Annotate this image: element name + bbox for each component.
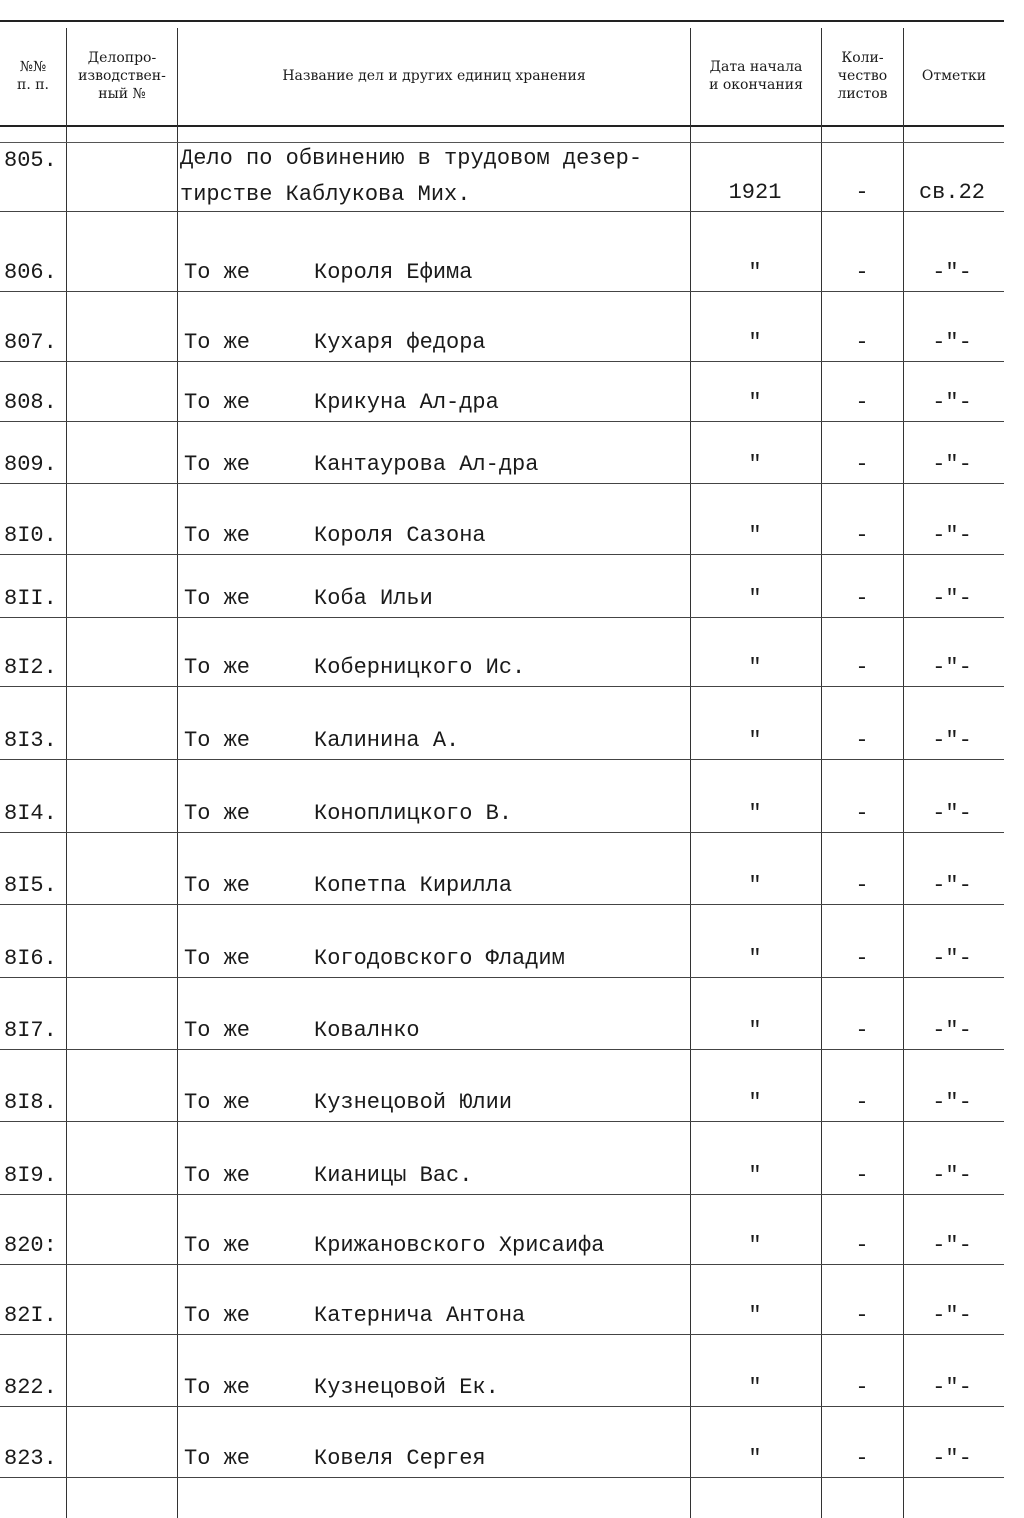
row-rule bbox=[0, 1406, 1004, 1407]
header-top-rule bbox=[0, 20, 1004, 22]
entry-number: 805. bbox=[4, 148, 57, 173]
entry-date: " bbox=[748, 728, 762, 753]
entry-number: 8I2. bbox=[4, 655, 57, 680]
entry-date: " bbox=[748, 1090, 762, 1115]
entry-number: 806. bbox=[4, 260, 57, 285]
entry-date: " bbox=[748, 1163, 762, 1188]
entry-number: 8I6. bbox=[4, 946, 57, 971]
entry-ditto-label: То же bbox=[184, 586, 251, 611]
row-rule bbox=[0, 554, 1004, 555]
entry-ditto-label: То же bbox=[184, 1446, 251, 1471]
row-rule bbox=[0, 904, 1004, 905]
entry-name: Коноплицкого В. bbox=[314, 801, 513, 826]
entry-name: Ковеля Сергея bbox=[314, 1446, 486, 1471]
entry-number: 809. bbox=[4, 452, 57, 477]
entry-date: " bbox=[748, 655, 762, 680]
table-row bbox=[0, 1295, 1004, 1335]
entry-name: Калинина А. bbox=[314, 728, 460, 753]
entry-ditto-label: То же bbox=[184, 1303, 251, 1328]
entry-ditto-label: То же bbox=[184, 260, 251, 285]
table-row bbox=[0, 938, 1004, 978]
header-bottom-rule bbox=[0, 125, 1004, 127]
table-row bbox=[0, 252, 1004, 292]
entry-name: Короля Ефима bbox=[314, 260, 473, 285]
entry-number: 820: bbox=[4, 1233, 57, 1258]
entry-name: Кантаурова Ал-дра bbox=[314, 452, 539, 477]
table-row bbox=[0, 1155, 1004, 1195]
entry-date: 1921 bbox=[728, 180, 782, 205]
row-rule bbox=[0, 361, 1004, 362]
entry-sheets: - bbox=[855, 1018, 869, 1043]
entry-sheets: - bbox=[855, 655, 869, 680]
entry-name: Катернича Антона bbox=[314, 1303, 526, 1328]
entry-ditto-label: То же bbox=[184, 728, 251, 753]
entry-date: " bbox=[748, 523, 762, 548]
entry-date: " bbox=[748, 330, 762, 355]
row-rule bbox=[0, 1194, 1004, 1195]
row-rule bbox=[0, 617, 1004, 618]
entry-sheets: - bbox=[855, 390, 869, 415]
entry-date: " bbox=[748, 586, 762, 611]
entry-name: Коберницкого Ис. bbox=[314, 655, 526, 680]
entry-sheets: - bbox=[855, 1090, 869, 1115]
entry-ditto-label: То же bbox=[184, 452, 251, 477]
entry-sheets: - bbox=[855, 452, 869, 477]
table-row bbox=[0, 1367, 1004, 1407]
entry-ditto-label: То же bbox=[184, 655, 251, 680]
entry-title-line-2: тирстве Каблукова Мих. bbox=[180, 182, 471, 207]
entry-notes: -"- bbox=[932, 1446, 972, 1471]
entry-date: " bbox=[748, 1303, 762, 1328]
entry-notes: -"- bbox=[932, 1233, 972, 1258]
table-row bbox=[0, 1010, 1004, 1050]
entry-number: 823. bbox=[4, 1446, 57, 1471]
entry-number: 808. bbox=[4, 390, 57, 415]
entry-notes: -"- bbox=[932, 1375, 972, 1400]
entry-ditto-label: То же bbox=[184, 1375, 251, 1400]
entry-number: 8II. bbox=[4, 586, 57, 611]
entry-ditto-label: То же bbox=[184, 523, 251, 548]
entry-name: Короля Сазона bbox=[314, 523, 486, 548]
table-row bbox=[0, 865, 1004, 905]
row-rule bbox=[0, 421, 1004, 422]
entry-notes: св.22 bbox=[918, 180, 985, 205]
entry-number: 8I9. bbox=[4, 1163, 57, 1188]
row-rule bbox=[0, 1264, 1004, 1265]
table-row bbox=[0, 322, 1004, 362]
entry-name: Кухаря федора bbox=[314, 330, 486, 355]
row-rule bbox=[0, 291, 1004, 292]
entry-number: 8I3. bbox=[4, 728, 57, 753]
entry-ditto-label: То же bbox=[184, 390, 251, 415]
entry-name: Коба Ильи bbox=[314, 586, 433, 611]
header-notes: Отметки bbox=[921, 68, 987, 84]
entry-ditto-label: То же bbox=[184, 873, 251, 898]
entry-name: Крикуна Ал-дра bbox=[314, 390, 499, 415]
entry-date: " bbox=[748, 1018, 762, 1043]
entry-sheets: - bbox=[855, 1233, 869, 1258]
entry-notes: -"- bbox=[932, 728, 972, 753]
table-row bbox=[0, 578, 1004, 618]
table-row bbox=[0, 515, 1004, 555]
entry-name: Ковалнко bbox=[314, 1018, 420, 1043]
entry-name: Когодовского Фладим bbox=[314, 946, 565, 971]
entry-sheets: - bbox=[855, 260, 869, 285]
header-sheets: Коли- чество листов bbox=[837, 50, 888, 102]
entry-notes: -"- bbox=[932, 655, 972, 680]
entry-number: 807. bbox=[4, 330, 57, 355]
entry-notes: -"- bbox=[932, 1163, 972, 1188]
entry-sheets: - bbox=[855, 523, 869, 548]
table-row bbox=[0, 1438, 1004, 1478]
entry-notes: -"- bbox=[932, 586, 972, 611]
entry-notes: -"- bbox=[932, 1018, 972, 1043]
row-rule bbox=[0, 1334, 1004, 1335]
entry-ditto-label: То же bbox=[184, 1018, 251, 1043]
table-row bbox=[0, 720, 1004, 760]
row-rule bbox=[0, 977, 1004, 978]
entry-notes: -"- bbox=[932, 1090, 972, 1115]
row-rule bbox=[0, 1049, 1004, 1050]
entry-sheets: - bbox=[855, 586, 869, 611]
row-rule bbox=[0, 832, 1004, 833]
row-rule bbox=[0, 483, 1004, 484]
entry-ditto-label: То же bbox=[184, 1163, 251, 1188]
entry-date: " bbox=[748, 452, 762, 477]
entry-date: " bbox=[748, 260, 762, 285]
header-office-number: Делопро- изводствен- ный № bbox=[78, 50, 166, 102]
entry-ditto-label: То же bbox=[184, 946, 251, 971]
entry-title-line-1: Дело по обвинению в трудовом дезер- bbox=[180, 146, 643, 171]
entry-sheets: - bbox=[855, 1303, 869, 1328]
entry-notes: -"- bbox=[932, 873, 972, 898]
entry-date: " bbox=[748, 946, 762, 971]
entry-ditto-label: То же bbox=[184, 330, 251, 355]
entry-name: Кузнецовой Ек. bbox=[314, 1375, 499, 1400]
row-rule bbox=[0, 211, 1004, 212]
entry-sheets: - bbox=[855, 728, 869, 753]
header-number: №№ п. п. bbox=[16, 59, 49, 93]
entry-sheets: - bbox=[855, 1375, 869, 1400]
row-rule bbox=[0, 142, 1004, 143]
entry-notes: -"- bbox=[932, 523, 972, 548]
entry-ditto-label: То же bbox=[184, 1233, 251, 1258]
entry-number: 8I0. bbox=[4, 523, 57, 548]
table-row bbox=[0, 444, 1004, 484]
entry-sheets: - bbox=[855, 801, 869, 826]
entry-notes: -"- bbox=[932, 260, 972, 285]
row-rule bbox=[0, 1121, 1004, 1122]
entry-date: " bbox=[748, 1446, 762, 1471]
entry-notes: -"- bbox=[932, 452, 972, 477]
entry-ditto-label: То же bbox=[184, 1090, 251, 1115]
entry-number: 822. bbox=[4, 1375, 57, 1400]
entry-notes: -"- bbox=[932, 330, 972, 355]
entry-notes: -"- bbox=[932, 1303, 972, 1328]
entry-notes: -"- bbox=[932, 801, 972, 826]
entry-number: 82I. bbox=[4, 1303, 57, 1328]
entry-number: 8I5. bbox=[4, 873, 57, 898]
entry-number: 8I7. bbox=[4, 1018, 57, 1043]
entry-sheets: - bbox=[855, 1446, 869, 1471]
entry-sheets: - bbox=[855, 180, 869, 205]
row-rule bbox=[0, 686, 1004, 687]
row-rule bbox=[0, 1477, 1004, 1478]
entry-ditto-label: То же bbox=[184, 801, 251, 826]
header-title: Название дел и других единиц хранения bbox=[282, 68, 586, 84]
entry-sheets: - bbox=[855, 1163, 869, 1188]
entry-date: " bbox=[748, 1233, 762, 1258]
entry-notes: -"- bbox=[932, 390, 972, 415]
entry-name: Копетпа Кирилла bbox=[314, 873, 513, 898]
table-row bbox=[0, 382, 1004, 422]
table-row bbox=[0, 1225, 1004, 1265]
table-row bbox=[0, 793, 1004, 833]
row-rule bbox=[0, 759, 1004, 760]
entry-date: " bbox=[748, 873, 762, 898]
entry-sheets: - bbox=[855, 946, 869, 971]
entry-date: " bbox=[748, 1375, 762, 1400]
entry-name: Крижановского Хрисаифа bbox=[314, 1233, 605, 1258]
entry-name: Кузнецовой Юлии bbox=[314, 1090, 513, 1115]
entry-date: " bbox=[748, 801, 762, 826]
entry-notes: -"- bbox=[932, 946, 972, 971]
entry-number: 8I8. bbox=[4, 1090, 57, 1115]
entry-sheets: - bbox=[855, 873, 869, 898]
entry-number: 8I4. bbox=[4, 801, 57, 826]
entry-date: " bbox=[748, 390, 762, 415]
table-row bbox=[0, 1082, 1004, 1122]
entry-sheets: - bbox=[855, 330, 869, 355]
table-row bbox=[0, 647, 1004, 687]
header-dates: Дата начала и окончания bbox=[709, 59, 803, 93]
entry-name: Кианицы Вас. bbox=[314, 1163, 473, 1188]
